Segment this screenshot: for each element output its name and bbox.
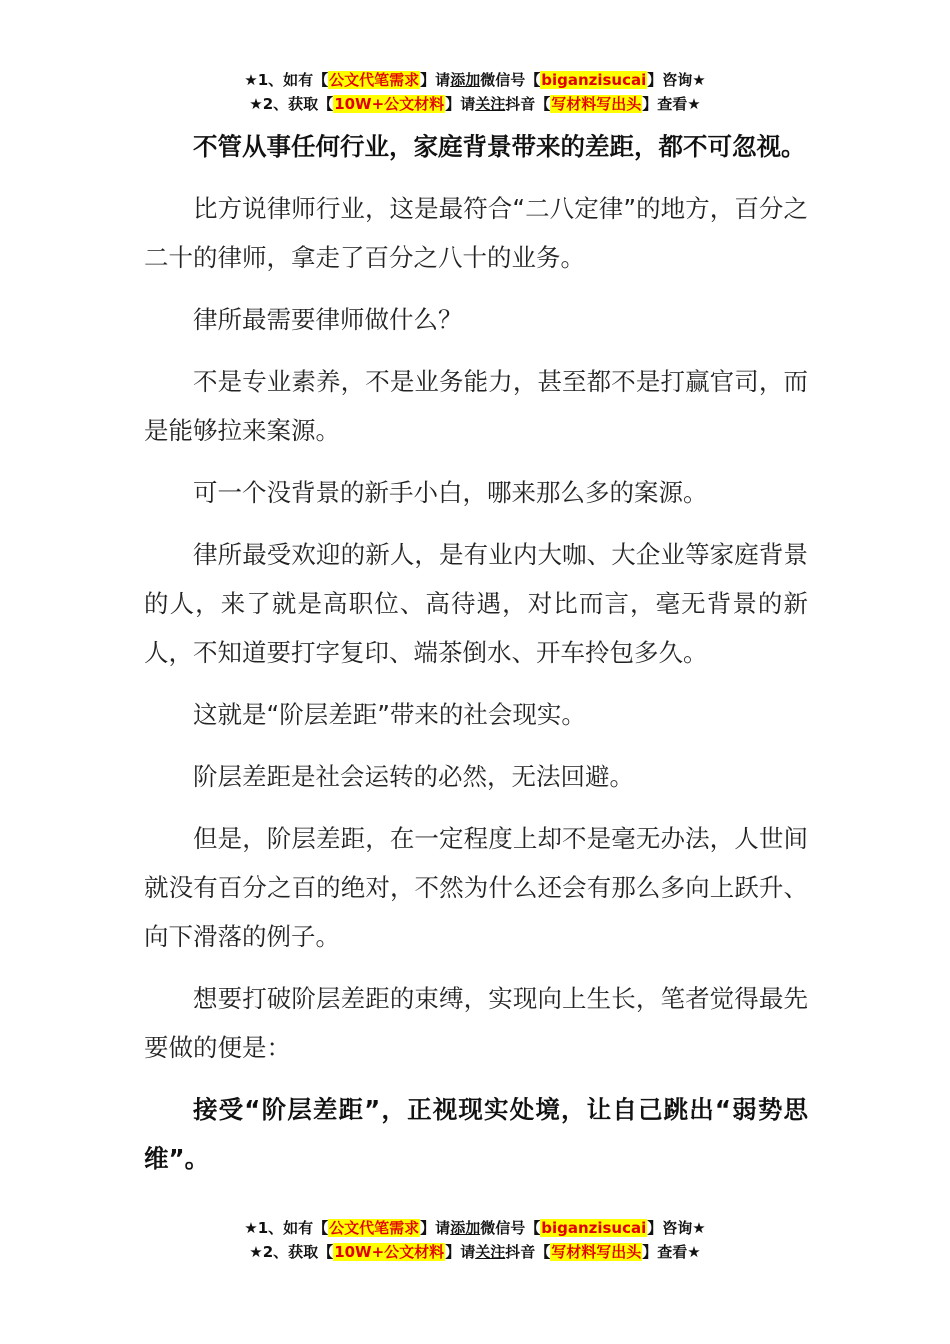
- banner-text: ★2、获取【: [249, 1243, 334, 1261]
- underlined-follow: 关注: [475, 1243, 506, 1261]
- banner-text: 】查看★: [642, 1243, 701, 1261]
- banner-text: 微信号【: [480, 71, 541, 89]
- underlined-follow: 关注: [475, 95, 506, 113]
- banner-text: 】请: [420, 1219, 451, 1237]
- banner-text: 抖音【: [505, 1243, 551, 1261]
- banner-line-2: [0, 1240, 950, 1264]
- highlight-wechat-id: biganzisucai: [541, 1219, 647, 1237]
- banner-text: 】请: [445, 1243, 476, 1261]
- banner-text: 】请: [445, 95, 476, 113]
- paragraph: 想要打破阶层差距的束缚，实现向上生长，笔者觉得最先要做的便是：: [144, 984, 808, 1062]
- highlight-douyin-account: 写材料写出头: [551, 95, 642, 113]
- banner-text: 】咨询★: [647, 71, 706, 89]
- banner-text: ★2、获取【: [249, 95, 334, 113]
- paragraph: 律所最需要律师做什么？: [193, 305, 463, 334]
- paragraph: 阶层差距是社会运转的必然，无法回避。: [193, 762, 634, 791]
- banner-text: ★1、如有【: [244, 1219, 329, 1237]
- banner-text: 微信号【: [480, 1219, 541, 1237]
- banner-text: 】咨询★: [647, 1219, 706, 1237]
- paragraph: 律所最受欢迎的新人，是有业内大咖、大企业等家庭背景的人，来了就是高职位、高待遇，对比而言，毫无背景的新人，不知道要打字复印、端茶倒水、开车拎包多久。: [144, 540, 808, 667]
- paragraph-lead: 不管从事任何行业，家庭背景带来的差距，都不可忽视。: [193, 132, 806, 161]
- paragraph: 可一个没背景的新手小白，哪来那么多的案源。: [193, 478, 708, 507]
- underlined-add: 添加: [450, 71, 481, 89]
- banner-text: 】查看★: [642, 95, 701, 113]
- footer-banner: [0, 1216, 950, 1264]
- paragraph-conclusion: 接受“阶层差距”，正视现实处境，让自己跳出“弱势思维”。: [144, 1095, 808, 1173]
- highlight-service: 公文代笔需求: [329, 1219, 420, 1237]
- article-body: [144, 122, 808, 1196]
- highlight-service: 公文代笔需求: [329, 71, 420, 89]
- highlight-materials: 10W+公文材料: [334, 95, 445, 113]
- banner-line-1: [0, 1216, 950, 1240]
- paragraph: 比方说律师行业，这是最符合“二八定律”的地方，百分之二十的律师，拿走了百分之八十的业务。: [144, 194, 808, 272]
- highlight-wechat-id: biganzisucai: [541, 71, 647, 89]
- highlight-materials: 10W+公文材料: [334, 1243, 445, 1261]
- paragraph: 但是，阶层差距，在一定程度上却不是毫无办法，人世间就没有百分之百的绝对，不然为什么还会有那么多向上跃升、向下滑落的例子。: [144, 824, 808, 951]
- underlined-add: 添加: [450, 1219, 481, 1237]
- banner-text: 】请: [420, 71, 451, 89]
- banner-line-1: [0, 68, 950, 92]
- banner-line-2: [0, 92, 950, 116]
- banner-text: ★1、如有【: [244, 71, 329, 89]
- banner-text: 抖音【: [505, 95, 551, 113]
- paragraph: 这就是“阶层差距”带来的社会现实。: [193, 700, 586, 729]
- highlight-douyin-account: 写材料写出头: [551, 1243, 642, 1261]
- header-banner: [0, 68, 950, 116]
- paragraph: 不是专业素养，不是业务能力，甚至都不是打赢官司，而是能够拉来案源。: [144, 367, 808, 445]
